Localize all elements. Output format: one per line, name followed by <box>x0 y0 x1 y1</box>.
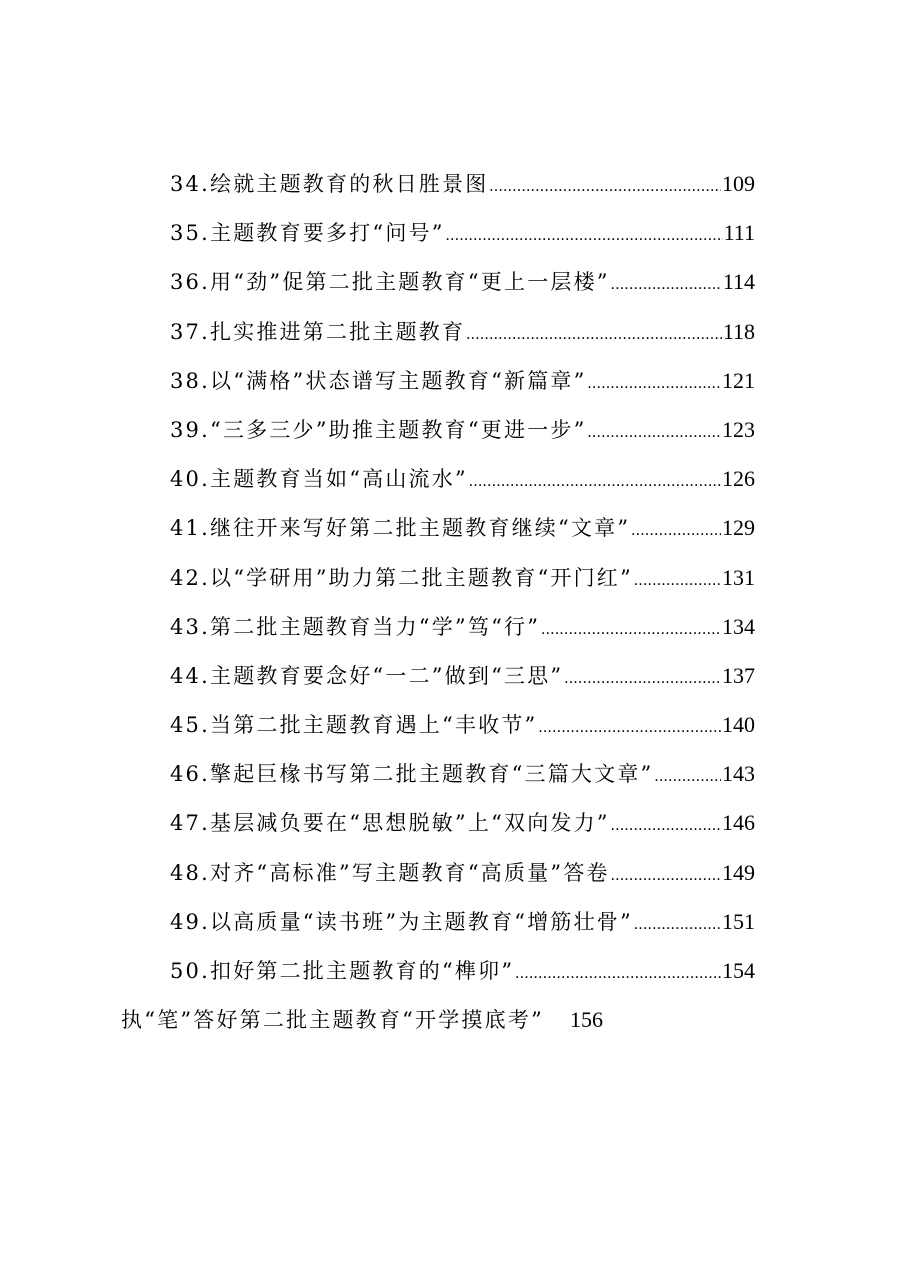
toc-entry-title: 36.用“劲”促第二批主题教育“更上一层楼” <box>170 270 610 295</box>
toc-entry-page: 109 <box>722 171 755 196</box>
toc-leader-dots <box>634 905 721 945</box>
toc-entry-title: 47.基层减负要在“思想脱敏”上“双向发力” <box>170 811 610 836</box>
toc-entry-page: 151 <box>722 908 755 934</box>
toc-leader-dots <box>631 511 721 551</box>
toc-entry[interactable] <box>170 312 755 361</box>
toc-leader-dots <box>611 806 721 846</box>
toc-leader-dots <box>588 364 721 404</box>
toc-entry-title: 43.第二批主题教育当力“学”笃“行” <box>170 614 541 639</box>
toc-leader-dots <box>611 265 722 305</box>
toc-leader-dots <box>541 610 721 650</box>
toc-leader-dots <box>469 462 721 502</box>
toc-entry-page: 114 <box>722 269 755 295</box>
toc-leader-dots <box>611 856 721 896</box>
toc-entry[interactable] <box>170 262 755 311</box>
toc-leader-dots <box>489 167 721 207</box>
toc-entry-title: 37.扎实推进第二批主题教育 <box>170 319 466 344</box>
toc-entry-page: 111 <box>723 220 755 246</box>
toc-entry[interactable] <box>170 508 755 557</box>
toc-entry[interactable] <box>170 361 755 410</box>
toc-final-entry-title: 执“笔”答好第二批主题教育“开学摸底考” <box>121 1008 544 1032</box>
toc-entry-page: 126 <box>722 466 755 492</box>
toc-entry[interactable] <box>170 705 755 754</box>
toc-leader-dots <box>466 315 722 355</box>
toc-entry[interactable] <box>170 951 755 1000</box>
toc-leader-dots <box>538 708 721 748</box>
toc-entry-title: 35.主题教育要多打“问号” <box>170 221 445 246</box>
toc-entry-title: 38.以“满格”状态谱写主题教育“新篇章” <box>170 368 587 393</box>
toc-entry-page: 143 <box>722 761 755 787</box>
toc-entry[interactable] <box>170 459 755 508</box>
toc-entry-page: 154 <box>722 958 755 983</box>
toc-entry-title: 48.对齐“高标准”写主题教育“高质量”答卷 <box>170 860 610 885</box>
toc-entry-page: 131 <box>722 564 755 590</box>
toc-entry-page: 121 <box>722 367 755 393</box>
toc-entry-page: 146 <box>722 810 755 836</box>
toc-entry[interactable] <box>170 558 755 607</box>
toc-entry[interactable] <box>170 607 755 656</box>
toc-final-entry-page: 156 <box>569 1007 603 1032</box>
toc-entry-title: 50.扣好第二批主题教育的“榫卯” <box>170 959 515 983</box>
toc-entry-title: 49.以高质量“读书班”为主题教育“增筋壮骨” <box>170 909 633 934</box>
toc-entry-page: 134 <box>722 613 755 639</box>
toc-entry-title: 39.“三多三少”助推主题教育“更进一步” <box>170 417 587 442</box>
toc-final-entry[interactable] <box>121 1000 603 1040</box>
toc-entry[interactable] <box>170 213 755 262</box>
toc-entry-title: 34.绘就主题教育的秋日胜景图 <box>170 172 489 196</box>
toc-entry-page: 129 <box>722 515 755 541</box>
toc-leader-dots <box>515 954 721 994</box>
toc-entry-page: 137 <box>722 662 755 688</box>
toc-entry-title: 46.擎起巨椽书写第二批主题教育“三篇大文章” <box>170 762 654 787</box>
toc-entry[interactable] <box>170 754 755 803</box>
toc-leader-dots <box>654 757 721 797</box>
toc-entry-title: 45.当第二批主题教育遇上“丰收节” <box>170 713 538 738</box>
toc-leader-dots <box>588 413 721 453</box>
toc-entry[interactable] <box>170 803 755 852</box>
toc-entry-page: 118 <box>722 318 755 344</box>
toc-entry[interactable] <box>170 853 755 902</box>
table-of-contents <box>170 164 755 1000</box>
toc-leader-dots <box>564 659 721 699</box>
toc-leader-dots <box>634 561 721 601</box>
toc-entry-page: 123 <box>722 416 755 442</box>
toc-entry[interactable] <box>170 902 755 951</box>
toc-entry-title: 41.继往开来写好第二批主题教育继续“文章” <box>170 516 631 541</box>
toc-entry-title: 40.主题教育当如“高山流水” <box>170 467 468 492</box>
toc-entry-title: 42.以“学研用”助力第二批主题教育“开门红” <box>170 565 633 590</box>
toc-leader-dots <box>446 216 723 256</box>
toc-entry-page: 140 <box>722 712 755 738</box>
toc-entry-page: 149 <box>722 859 755 885</box>
toc-entry[interactable] <box>170 164 755 213</box>
toc-entry[interactable] <box>170 410 755 459</box>
toc-entry-title: 44.主题教育要念好“一二”做到“三思” <box>170 663 564 688</box>
toc-entry[interactable] <box>170 656 755 705</box>
